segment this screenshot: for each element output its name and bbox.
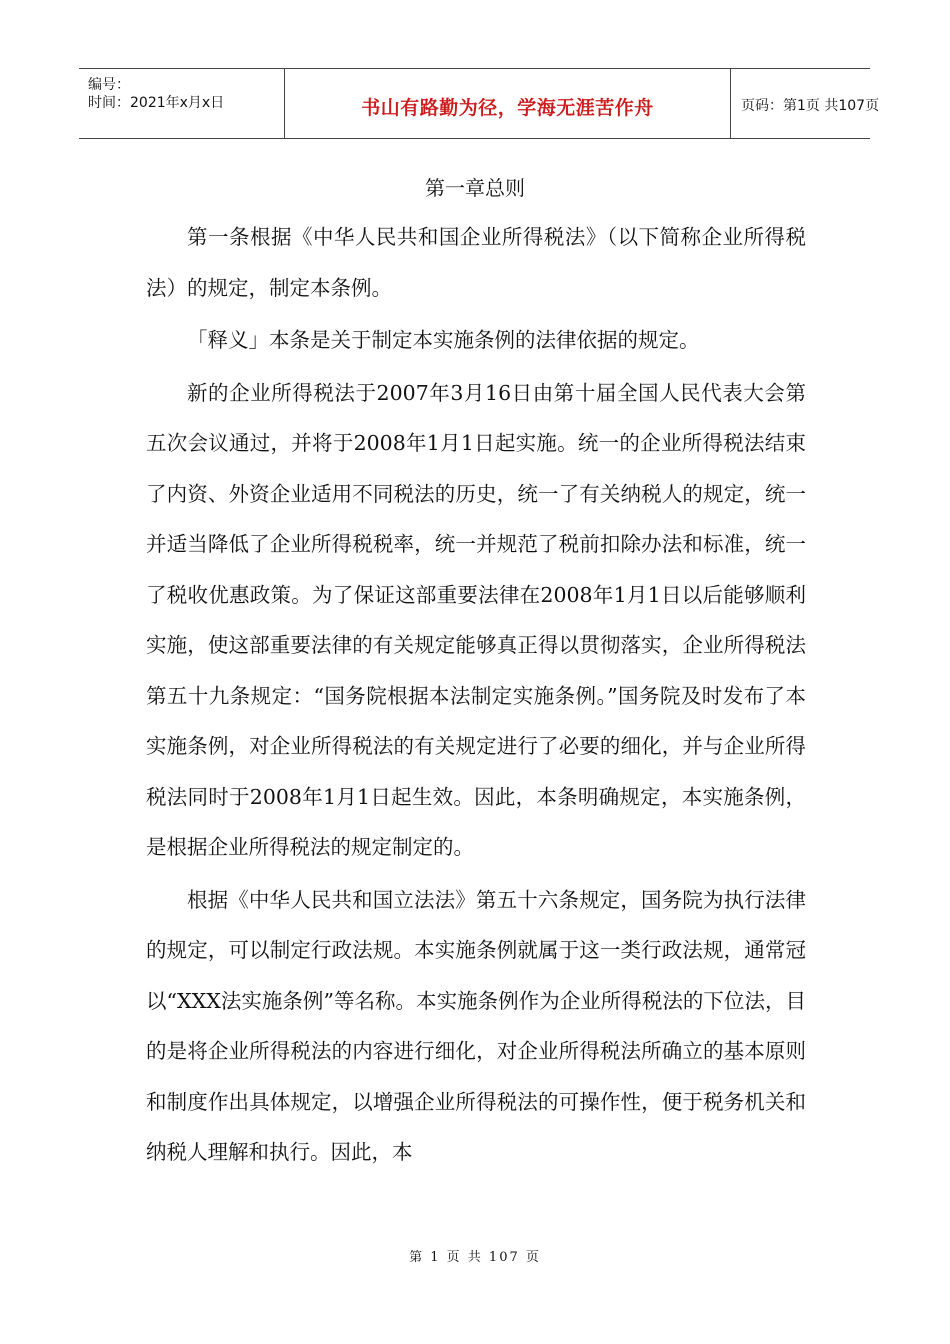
document-number-label: 编号：: [88, 77, 130, 93]
header-motto: 书山有路勤为径，学海无涯苦作舟: [361, 97, 654, 119]
paragraph: 根据《中华人民共和国立法法》第五十六条规定，国务院为执行法律的规定，可以制定行政法规。本实施条例就属于这一类行政法规，通常冠以“XXX法实施条例”等名称。本实施条例作为企业所得税法的下位法，目的是将企业所得税法的内容进行细化，对企业所得税法所确立的基本原则和制度作出具体规定，以增强企业所得税法的可操作性，便于税务机关和纳税人理解和执行。因此，本: [146, 887, 806, 1164]
header-page-cell: [731, 69, 880, 138]
page-footer: 第 1 页 共 107 页: [409, 1250, 541, 1265]
paragraph: 新的企业所得税法于2007年3月16日由第十届全国人民代表大会第五次会议通过，并将于2008年1月1日起实施。统一的企业所得税法结束了内资、外资企业适用不同税法的历史，统一了有关纳税人的规定，统一并适当降低了企业所得税税率，统一并规范了税前扣除办法和标准，统一了税收优惠政策。为了保证这部重要法律在2008年1月1日以后能够顺利实施，使这部重要法律的有关规定能够真正得以贯彻落实，企业所得税法第五十九条规定：“国务院根据本法制定实施条例。”国务院及时发布了本实施条例，对企业所得税法的有关规定进行了必要的细化，并与企业所得税法同时于2008年1月1日起生效。因此，本条明确规定，本实施条例，是根据企业所得税法的规定制定的。: [146, 380, 806, 859]
document-date-label: 时间：2021年x月x日: [88, 95, 225, 111]
paragraph: 「释义」本条是关于制定本实施条例的法律依据的规定。: [187, 328, 700, 352]
paragraph: 第一条根据《中华人民共和国企业所得税法》（以下简称企业所得税法）的规定，制定本条例。: [146, 225, 806, 300]
header-motto-cell: [284, 69, 731, 138]
document-body: [146, 212, 806, 1178]
chapter-title: 第一章总则: [425, 176, 525, 200]
header-meta-cell: [79, 69, 284, 138]
document-header: [79, 68, 880, 139]
header-page-info: 页码：第1页 共107页: [741, 98, 880, 114]
